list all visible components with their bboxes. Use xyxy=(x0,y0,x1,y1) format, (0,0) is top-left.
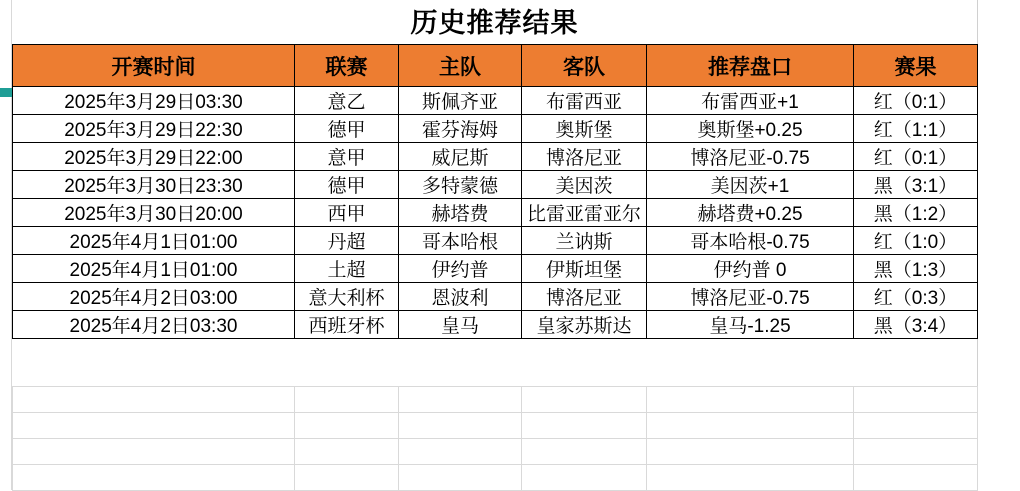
cell-home: 威尼斯 xyxy=(399,143,522,171)
cell-league: 意甲 xyxy=(295,143,399,171)
result-score: （0:1） xyxy=(892,92,958,113)
empty-cell xyxy=(854,387,978,413)
result-label: 红 xyxy=(873,232,893,253)
cell-away: 布雷西亚 xyxy=(522,87,647,115)
empty-cell xyxy=(295,439,399,465)
empty-cell xyxy=(13,413,295,439)
empty-cell xyxy=(522,439,647,465)
result-label: 黑 xyxy=(873,316,893,337)
page-title xyxy=(12,0,977,40)
cell-line: 博洛尼亚-0.75 xyxy=(647,283,854,311)
empty-cell xyxy=(647,387,854,413)
cell-result xyxy=(854,171,978,199)
row-marker-tick xyxy=(0,88,12,97)
empty-cell xyxy=(399,439,522,465)
cell-line: 布雷西亚+1 xyxy=(647,87,854,115)
cell-home: 斯佩齐亚 xyxy=(399,87,522,115)
empty-grid xyxy=(12,386,978,491)
result-score: （0:3） xyxy=(892,288,958,309)
empty-cell xyxy=(13,439,295,465)
cell-result xyxy=(854,255,978,283)
result-score: （3:1） xyxy=(892,176,958,197)
empty-cell xyxy=(295,413,399,439)
empty-cell xyxy=(647,439,854,465)
empty-cell xyxy=(854,465,978,491)
cell-result xyxy=(854,115,978,143)
cell-league: 西班牙杯 xyxy=(295,311,399,339)
empty-row xyxy=(13,465,978,491)
table-row xyxy=(13,115,978,143)
cell-time: 2025年3月29日22:30 xyxy=(13,115,295,143)
cell-league: 意乙 xyxy=(295,87,399,115)
cell-result xyxy=(854,283,978,311)
cell-result xyxy=(854,87,978,115)
empty-cell xyxy=(295,465,399,491)
cell-line: 赫塔费+0.25 xyxy=(647,199,854,227)
result-label: 红 xyxy=(873,92,893,113)
result-score: （1:2） xyxy=(892,204,958,225)
cell-time: 2025年4月1日01:00 xyxy=(13,255,295,283)
table-row xyxy=(13,143,978,171)
table-row xyxy=(13,171,978,199)
empty-row xyxy=(13,413,978,439)
empty-cell xyxy=(399,413,522,439)
result-label: 红 xyxy=(873,148,893,169)
result-score: （1:0） xyxy=(892,232,958,253)
empty-cell xyxy=(854,439,978,465)
cell-time: 2025年4月2日03:00 xyxy=(13,283,295,311)
column-header-time: 开赛时间 xyxy=(13,45,295,87)
cell-home: 多特蒙德 xyxy=(399,171,522,199)
empty-cell xyxy=(399,387,522,413)
cell-league: 德甲 xyxy=(295,115,399,143)
right-margin-strip xyxy=(977,0,1020,490)
cell-home: 霍芬海姆 xyxy=(399,115,522,143)
empty-cell xyxy=(522,387,647,413)
cell-line: 皇马-1.25 xyxy=(647,311,854,339)
cell-away: 伊斯坦堡 xyxy=(522,255,647,283)
empty-cell xyxy=(522,413,647,439)
cell-time: 2025年3月29日03:30 xyxy=(13,87,295,115)
column-header-home: 主队 xyxy=(399,45,522,87)
result-score: （0:1） xyxy=(892,148,958,169)
cell-league: 西甲 xyxy=(295,199,399,227)
table-row xyxy=(13,199,978,227)
empty-cell xyxy=(13,387,295,413)
result-label: 黑 xyxy=(873,204,893,225)
cell-league: 丹超 xyxy=(295,227,399,255)
cell-home: 赫塔费 xyxy=(399,199,522,227)
result-score: （1:1） xyxy=(892,120,958,141)
cell-line: 哥本哈根-0.75 xyxy=(647,227,854,255)
cell-away: 奥斯堡 xyxy=(522,115,647,143)
empty-cell xyxy=(295,387,399,413)
cell-away: 比雷亚雷亚尔 xyxy=(522,199,647,227)
empty-row xyxy=(13,439,978,465)
cell-result xyxy=(854,199,978,227)
table-row xyxy=(13,283,978,311)
table-row xyxy=(13,255,978,283)
cell-line: 奥斯堡+0.25 xyxy=(647,115,854,143)
cell-line: 美因茨+1 xyxy=(647,171,854,199)
cell-time: 2025年3月29日22:00 xyxy=(13,143,295,171)
cell-result xyxy=(854,227,978,255)
cell-time: 2025年3月30日23:30 xyxy=(13,171,295,199)
cell-time: 2025年4月2日03:30 xyxy=(13,311,295,339)
cell-result xyxy=(854,143,978,171)
cell-league: 意大利杯 xyxy=(295,283,399,311)
cell-away: 兰讷斯 xyxy=(522,227,647,255)
empty-cell xyxy=(399,465,522,491)
cell-home: 皇马 xyxy=(399,311,522,339)
empty-row xyxy=(13,387,978,413)
empty-cell xyxy=(854,413,978,439)
table-row xyxy=(13,87,978,115)
empty-cell xyxy=(647,465,854,491)
cell-league: 德甲 xyxy=(295,171,399,199)
result-score: （3:4） xyxy=(892,316,958,337)
result-label: 红 xyxy=(873,120,893,141)
cell-away: 皇家苏斯达 xyxy=(522,311,647,339)
result-score: （1:3） xyxy=(892,260,958,281)
result-label: 黑 xyxy=(873,260,893,281)
cell-home: 伊约普 xyxy=(399,255,522,283)
cell-time: 2025年3月30日20:00 xyxy=(13,199,295,227)
cell-away: 美因茨 xyxy=(522,171,647,199)
column-header-line: 推荐盘口 xyxy=(647,45,854,87)
cell-line: 博洛尼亚-0.75 xyxy=(647,143,854,171)
table-row xyxy=(13,227,978,255)
cell-away: 博洛尼亚 xyxy=(522,143,647,171)
result-label: 红 xyxy=(873,288,893,309)
empty-rows-area xyxy=(12,386,977,490)
column-header-away: 客队 xyxy=(522,45,647,87)
cell-league: 土超 xyxy=(295,255,399,283)
cell-home: 恩波利 xyxy=(399,283,522,311)
results-table xyxy=(12,44,978,339)
empty-cell xyxy=(13,465,295,491)
cell-line: 伊约普 0 xyxy=(647,255,854,283)
table-row xyxy=(13,311,978,339)
cell-home: 哥本哈根 xyxy=(399,227,522,255)
cell-away: 博洛尼亚 xyxy=(522,283,647,311)
left-margin-strip xyxy=(0,0,12,490)
column-header-result: 赛果 xyxy=(854,45,978,87)
result-label: 黑 xyxy=(873,176,893,197)
empty-cell xyxy=(522,465,647,491)
page-title-text: 历史推荐结果 xyxy=(410,7,579,38)
empty-cell xyxy=(647,413,854,439)
cell-result xyxy=(854,311,978,339)
column-header-league: 联赛 xyxy=(295,45,399,87)
table-header-row xyxy=(13,45,978,87)
cell-time: 2025年4月1日01:00 xyxy=(13,227,295,255)
